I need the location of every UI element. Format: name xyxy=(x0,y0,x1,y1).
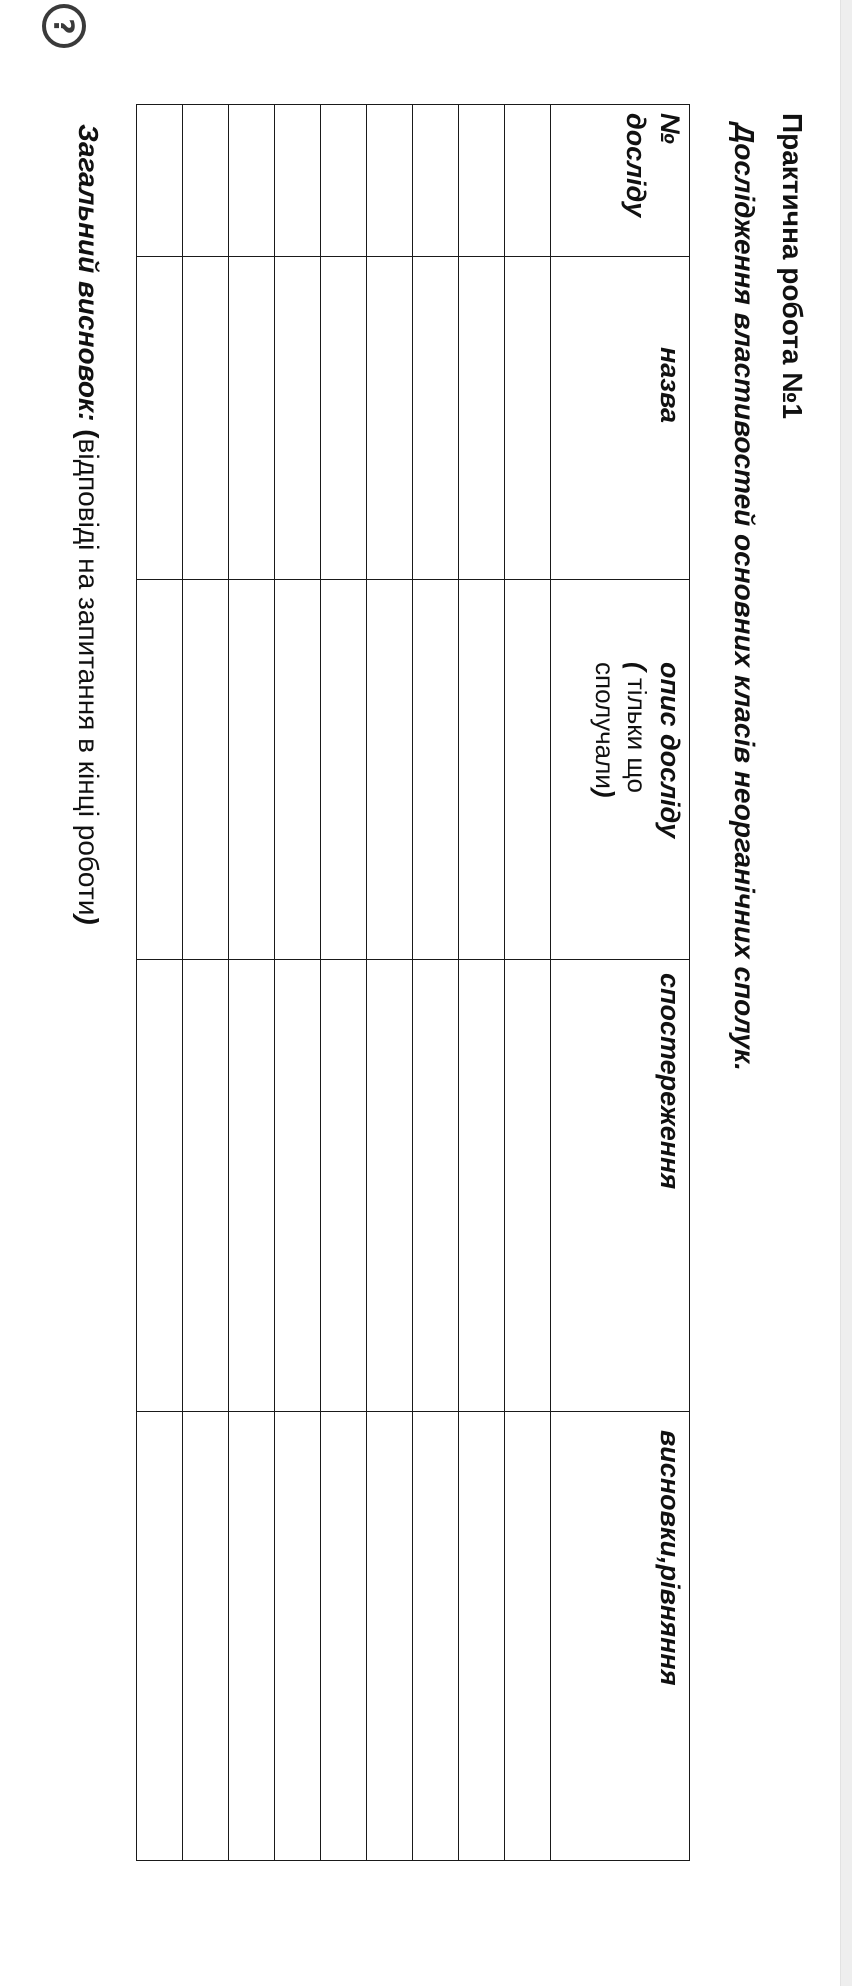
table-cell[interactable] xyxy=(275,257,321,580)
table-cell[interactable] xyxy=(183,257,229,580)
table-cell[interactable] xyxy=(321,1412,367,1861)
header-description-note: ( тільки що сполучали) xyxy=(590,662,652,798)
header-name-label: назва xyxy=(655,347,685,424)
table-cell[interactable] xyxy=(459,960,505,1412)
table-cell[interactable] xyxy=(137,1412,183,1861)
document-subtitle: Дослідження властивостей основних класів неорганічних сполук. xyxy=(729,123,760,1071)
table-cell[interactable] xyxy=(505,257,551,580)
table-cell[interactable] xyxy=(229,580,275,960)
table-cell[interactable] xyxy=(413,960,459,1412)
table-cell[interactable] xyxy=(413,580,459,960)
table-cell[interactable] xyxy=(275,580,321,960)
table-cell[interactable] xyxy=(183,580,229,960)
table-cell[interactable] xyxy=(229,257,275,580)
table-cell[interactable] xyxy=(413,257,459,580)
document-title: Практична робота №1 xyxy=(777,113,808,420)
table-cell[interactable] xyxy=(459,105,505,257)
table-cell[interactable] xyxy=(367,1412,413,1861)
header-observations-label: спостереження xyxy=(655,973,685,1190)
table-row xyxy=(183,105,229,1861)
table-row xyxy=(459,105,505,1861)
scrollbar[interactable] xyxy=(840,0,852,1986)
table-row xyxy=(367,105,413,1861)
table-cell[interactable] xyxy=(229,960,275,1412)
conclusion-label: Загальний висновок: xyxy=(73,124,104,422)
header-description-label: опис досліду xyxy=(655,662,685,839)
header-conclusions-label: висновки,рівняння xyxy=(655,1430,685,1686)
table-cell[interactable] xyxy=(367,105,413,257)
header-number-line1: № xyxy=(655,113,685,144)
table-cell[interactable] xyxy=(459,1412,505,1861)
table-cell[interactable] xyxy=(137,105,183,257)
table-cell[interactable] xyxy=(137,580,183,960)
table-cell[interactable] xyxy=(321,257,367,580)
table-cell[interactable] xyxy=(183,105,229,257)
header-conclusions xyxy=(551,1412,690,1861)
table-row xyxy=(413,105,459,1861)
table-cell[interactable] xyxy=(321,960,367,1412)
table-cell[interactable] xyxy=(459,257,505,580)
header-description xyxy=(551,580,690,960)
table-cell[interactable] xyxy=(229,1412,275,1861)
table-row xyxy=(229,105,275,1861)
table-row xyxy=(275,105,321,1861)
table-cell[interactable] xyxy=(137,960,183,1412)
table-row xyxy=(137,105,183,1861)
table-cell[interactable] xyxy=(413,1412,459,1861)
table-cell[interactable] xyxy=(367,580,413,960)
table-header-row xyxy=(551,105,690,1861)
table-cell[interactable] xyxy=(183,960,229,1412)
general-conclusion xyxy=(68,124,108,925)
header-observations xyxy=(551,960,690,1412)
table-cell[interactable] xyxy=(275,105,321,257)
table-cell[interactable] xyxy=(321,580,367,960)
header-name xyxy=(551,257,690,580)
table-cell[interactable] xyxy=(459,580,505,960)
table-row xyxy=(505,105,551,1861)
report-table xyxy=(136,104,690,1861)
table-cell[interactable] xyxy=(183,1412,229,1861)
table-row xyxy=(321,105,367,1861)
table-cell[interactable] xyxy=(413,105,459,257)
question-mark-icon: ? xyxy=(47,17,81,35)
table-cell[interactable] xyxy=(367,257,413,580)
header-number xyxy=(551,105,690,257)
table-cell[interactable] xyxy=(321,105,367,257)
table-cell[interactable] xyxy=(367,960,413,1412)
conclusion-paren-open: ( xyxy=(73,429,104,439)
table-cell[interactable] xyxy=(275,1412,321,1861)
table-cell[interactable] xyxy=(505,105,551,257)
table-cell[interactable] xyxy=(275,960,321,1412)
conclusion-text: відповіді на запитання в кінці роботи xyxy=(73,438,104,916)
header-number-line2: досліду xyxy=(621,113,651,218)
table-cell[interactable] xyxy=(505,960,551,1412)
table-cell[interactable] xyxy=(229,105,275,257)
table-cell[interactable] xyxy=(505,1412,551,1861)
table-cell[interactable] xyxy=(137,257,183,580)
table-cell[interactable] xyxy=(505,580,551,960)
conclusion-paren-close: ) xyxy=(73,915,104,925)
